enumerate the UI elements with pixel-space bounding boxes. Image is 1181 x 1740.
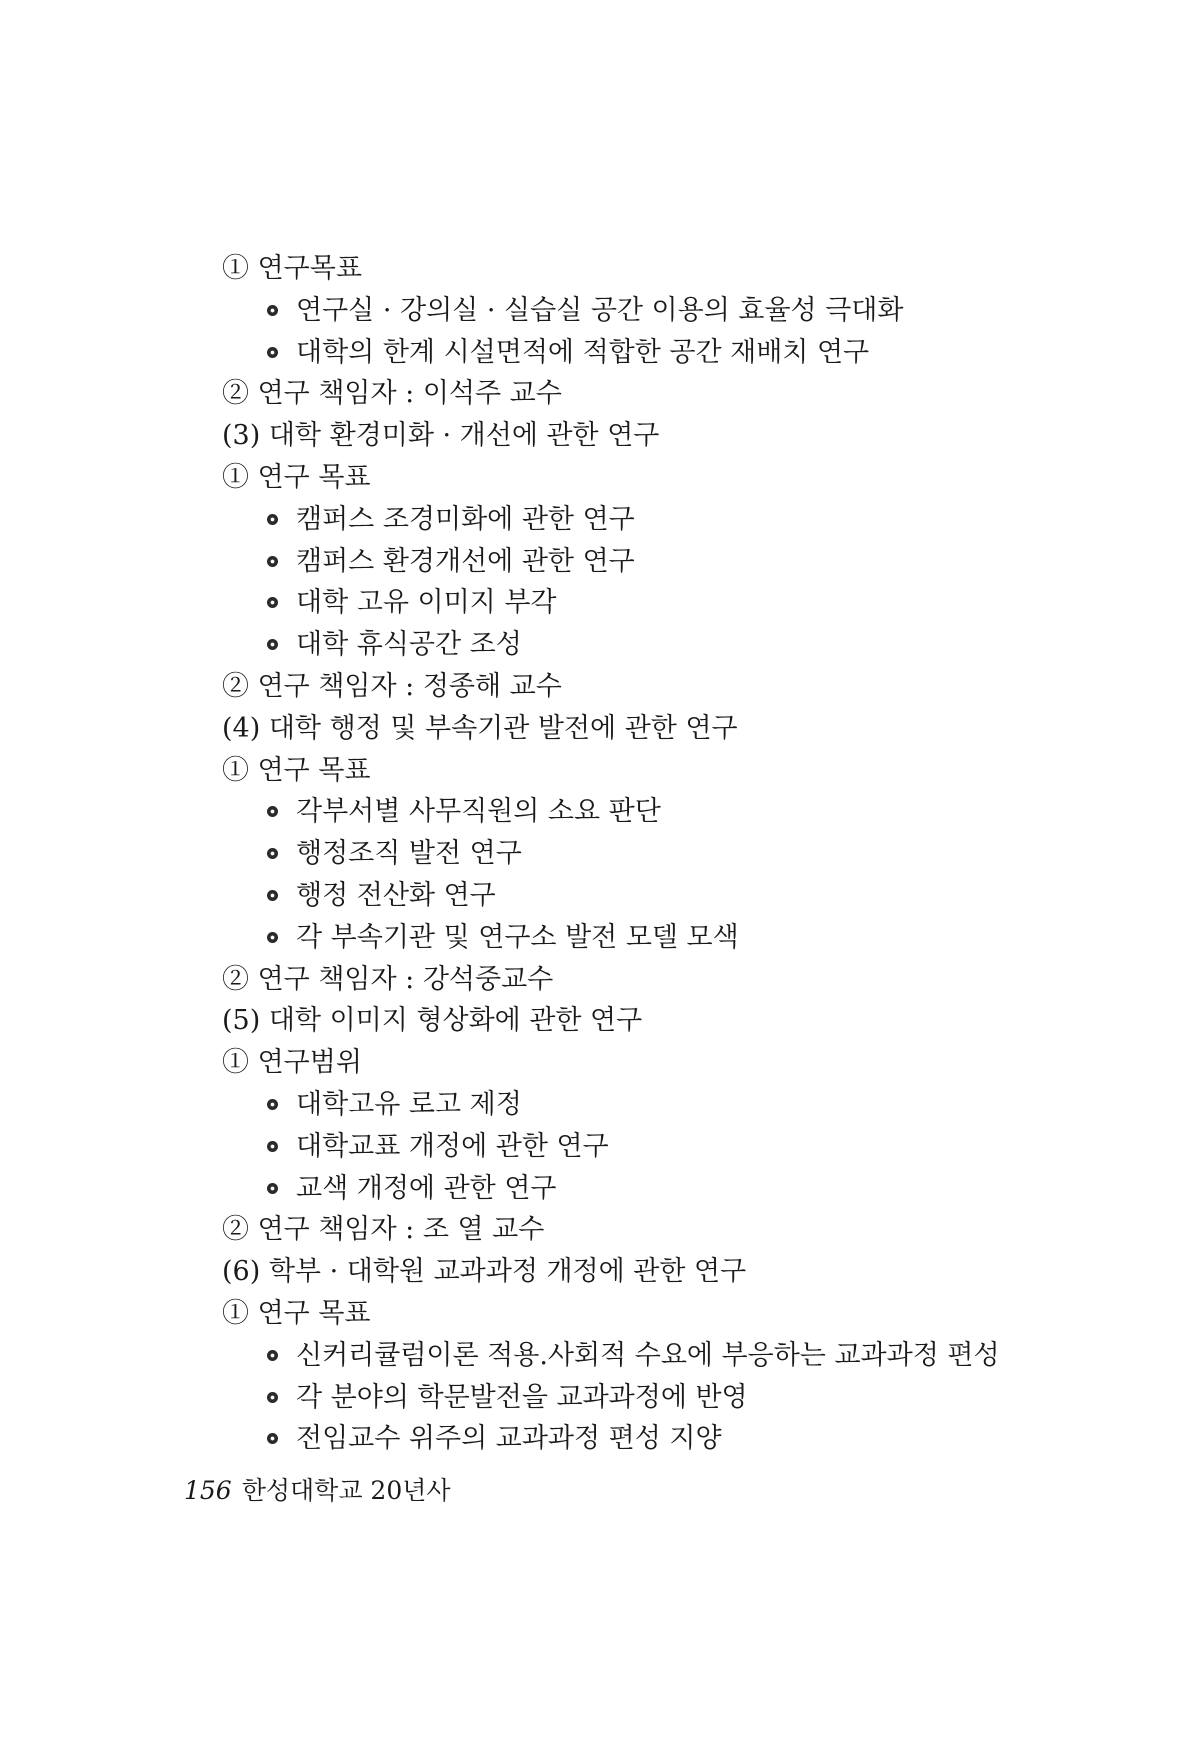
section-heading: (5) 대학 이미지 형상화에 관한 연구 (222, 1005, 643, 1037)
numbered-item: ① 연구 목표 (222, 461, 371, 493)
numbered-item: ① 연구범위 (222, 1047, 362, 1079)
bullet-item (222, 541, 1102, 583)
section-heading: (3) 대학 환경미화 · 개선에 관한 연구 (222, 420, 660, 452)
bullet-text: 대학교표 개정에 관한 연구 (296, 1130, 609, 1162)
bullet-text: 대학 휴식공간 조성 (296, 629, 522, 661)
bullet-dot-icon (267, 1350, 278, 1361)
bullet-dot-icon (267, 514, 278, 525)
bullet-dot-icon (267, 1141, 278, 1152)
bullet-dot-icon (267, 639, 278, 650)
bullet-item (222, 1126, 1102, 1168)
bullet-item (222, 1168, 1102, 1210)
section-heading: (4) 대학 행정 및 부속기관 발전에 관한 연구 (222, 712, 738, 744)
bullet-text: 캠퍼스 환경개선에 관한 연구 (296, 545, 635, 577)
numbered-item: ① 연구 목표 (222, 754, 371, 786)
page-body (222, 248, 1102, 1460)
bullet-item (222, 1335, 1102, 1377)
numbered-item: ② 연구 책임자 : 이석주 교수 (222, 378, 562, 410)
bullet-text: 교색 개정에 관한 연구 (296, 1172, 557, 1204)
section-heading: (6) 학부 · 대학원 교과과정 개정에 관한 연구 (222, 1256, 747, 1288)
bullet-text: 각 분야의 학문발전을 교과과정에 반영 (296, 1381, 748, 1413)
bullet-text: 각부서별 사무직원의 소요 판단 (296, 796, 661, 828)
bullet-dot-icon (267, 848, 278, 859)
bullet-dot-icon (267, 597, 278, 608)
bullet-dot-icon (267, 1392, 278, 1403)
bullet-dot-icon (267, 1099, 278, 1110)
bullet-item (222, 1377, 1102, 1419)
bullet-dot-icon (267, 556, 278, 567)
bullet-dot-icon (267, 806, 278, 817)
numbered-item: ① 연구목표 (222, 253, 362, 284)
bullet-item (222, 290, 1102, 332)
page-footer (184, 1475, 451, 1507)
bullet-text: 전임교수 위주의 교과과정 편성 지양 (296, 1423, 722, 1455)
bullet-item (222, 1418, 1102, 1460)
numbered-item: ② 연구 책임자 : 조 열 교수 (222, 1214, 545, 1246)
bullet-dot-icon (267, 932, 278, 943)
bullet-text: 대학의 한계 시설면적에 적합한 공간 재배치 연구 (296, 336, 870, 368)
bullet-item (222, 833, 1102, 875)
bullet-item (222, 332, 1102, 374)
bullet-text: 연구실 · 강의실 · 실습실 공간 이용의 효율성 극대화 (296, 294, 904, 326)
bullet-item (222, 791, 1102, 833)
bullet-dot-icon (267, 1183, 278, 1194)
bullet-dot-icon (267, 347, 278, 358)
bullet-item (222, 917, 1102, 959)
bullet-dot-icon (267, 890, 278, 901)
bullet-dot-icon (267, 1433, 278, 1444)
page-number: 156 (184, 1476, 232, 1505)
bullet-text: 행정 전산화 연구 (296, 879, 496, 911)
bullet-item (222, 582, 1102, 624)
bullet-text: 대학고유 로고 제정 (296, 1088, 522, 1120)
bullet-item (222, 499, 1102, 541)
book-title: 한성대학교 20년사 (241, 1476, 451, 1505)
bullet-text: 행정조직 발전 연구 (296, 838, 522, 870)
bullet-item (222, 1084, 1102, 1126)
bullet-item (222, 875, 1102, 917)
bullet-text: 각 부속기관 및 연구소 발전 모델 모색 (296, 921, 739, 953)
bullet-text: 캠퍼스 조경미화에 관한 연구 (296, 503, 635, 535)
numbered-item: ① 연구 목표 (222, 1297, 371, 1329)
numbered-item: ② 연구 책임자 : 정종해 교수 (222, 670, 562, 702)
bullet-item (222, 624, 1102, 666)
bullet-text: 신커리큘럼이론 적용.사회적 수요에 부응하는 교과과정 편성 (296, 1339, 1000, 1371)
numbered-item: ② 연구 책임자 : 강석중교수 (222, 963, 554, 995)
bullet-text: 대학 고유 이미지 부각 (296, 587, 557, 619)
bullet-dot-icon (267, 305, 278, 316)
